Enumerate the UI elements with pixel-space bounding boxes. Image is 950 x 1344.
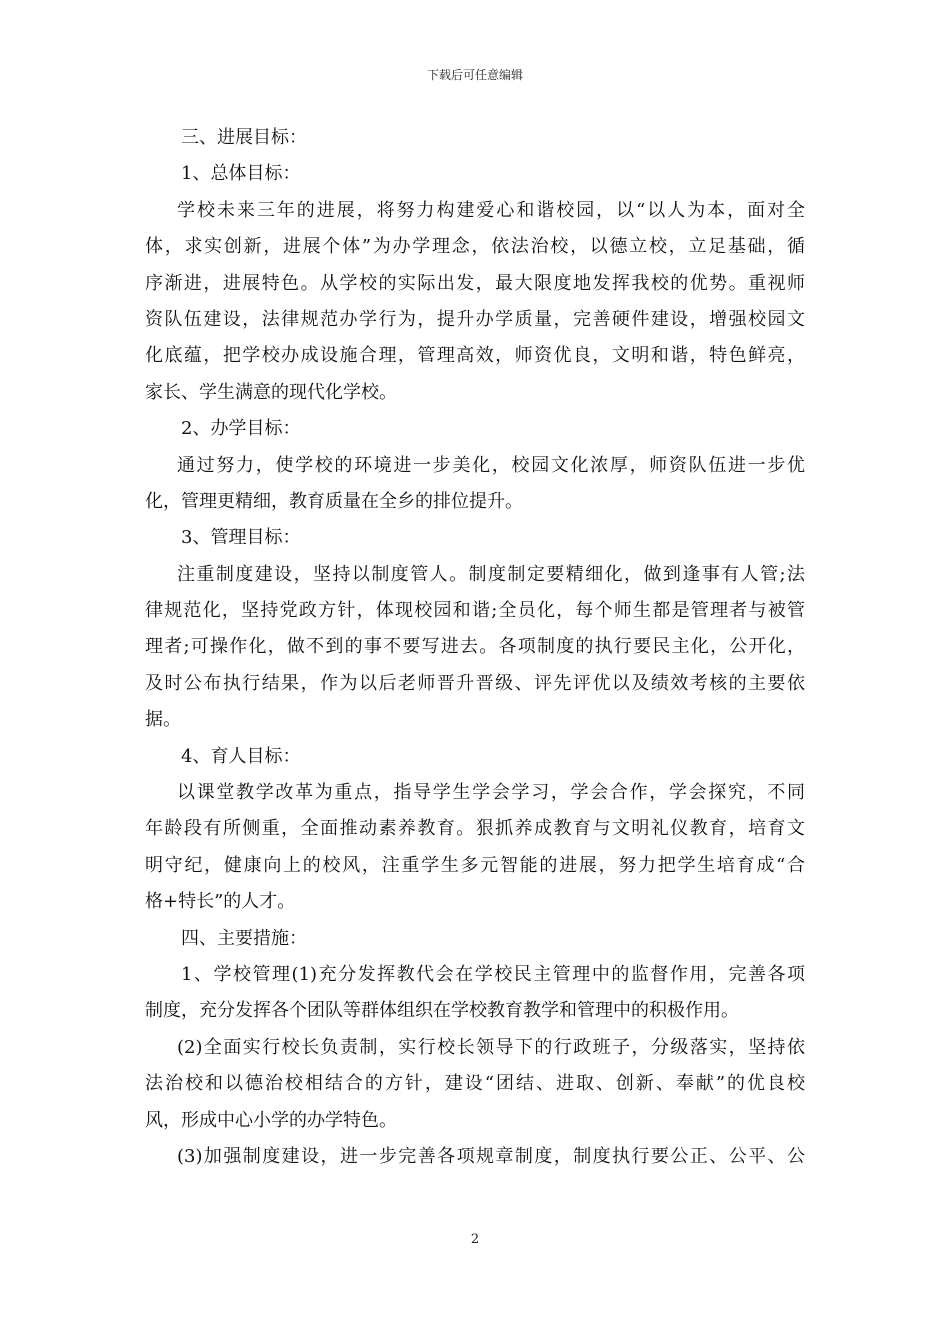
document-body <box>145 120 805 1175</box>
text-line: 格+特长”的人才。 <box>145 891 296 913</box>
text-line: 三、进展目标： <box>181 127 307 148</box>
text-line: 家长、学生满意的现代化学校。 <box>145 381 397 403</box>
text-line: 3、管理目标： <box>181 527 301 549</box>
text-line: 制度，充分发挥各个团队等群体组织在学校教育教学和管理中的积极作用。 <box>145 1000 739 1022</box>
text-line: (3)加强制度建设，进一步完善各项规章制度，制度执行要公正、公平、公 <box>177 1145 805 1167</box>
text-line: (2)全面实行校长负责制，实行校长领导下的行政班子，分级落实，坚持依 <box>177 1036 805 1058</box>
text-line: 1、学校管理(1)充分发挥教代会在学校民主管理中的监督作用，完善各项 <box>181 963 805 985</box>
page-number: 2 <box>470 1232 480 1247</box>
text-line: 1、总体目标： <box>181 163 301 185</box>
text-line: 通过努力，使学校的环境进一步美化，校园文化浓厚，师资队伍进一步优 <box>177 454 805 476</box>
text-line: 据。 <box>145 709 181 731</box>
text-line: 法治校和以德治校相结合的方针，建设“团结、进取、创新、奉献”的优良校 <box>145 1073 805 1095</box>
text-line: 年龄段有所侧重，全面推动素养教育。狠抓养成教育与文明礼仪教育，培育文 <box>145 818 805 840</box>
text-line: 学校未来三年的进展，将努力构建爱心和谐校园，以“以人为本，面对全 <box>177 199 805 221</box>
text-line: 序渐进，进展特色。从学校的实际出发，最大限度地发挥我校的优势。重视师 <box>145 272 805 294</box>
text-line: 4、育人目标： <box>181 745 301 767</box>
text-line: 及时公布执行结果，作为以后老师晋升晋级、评先评优以及绩效考核的主要依 <box>145 672 805 694</box>
text-line: 资队伍建设，法律规范办学行为，提升办学质量，完善硬件建设，增强校园文 <box>145 308 805 330</box>
text-line: 化，管理更精细，教育质量在全乡的排位提升。 <box>145 490 523 512</box>
text-line: 化底蕴，把学校办成设施合理，管理高效，师资优良，文明和谐，特色鲜亮， <box>145 345 805 367</box>
text-line: 明守纪，健康向上的校风，注重学生多元智能的进展，努力把学生培育成“合 <box>145 854 805 876</box>
text-line: 以课堂教学改革为重点，指导学生学会学习，学会合作，学会探究，不同 <box>177 782 805 804</box>
text-line: 2、办学目标： <box>181 418 301 440</box>
text-line: 四、主要措施： <box>181 927 307 949</box>
text-line: 注重制度建设，坚持以制度管人。制度制定要精细化，做到逢事有人管;法 <box>177 563 805 585</box>
text-line: 风，形成中心小学的办学特色。 <box>145 1109 397 1131</box>
text-line: 律规范化，坚持党政方针，体现校园和谐;全员化，每个师生都是管理者与被管 <box>145 600 805 622</box>
page-header: 下载后可任意编辑 <box>426 68 523 82</box>
text-line: 理者;可操作化，做不到的事不要写进去。各项制度的执行要民主化，公开化， <box>145 636 805 658</box>
text-line: 体，求实创新，进展个体”为办学理念，依法治校，以德立校，立足基础，循 <box>145 236 805 258</box>
